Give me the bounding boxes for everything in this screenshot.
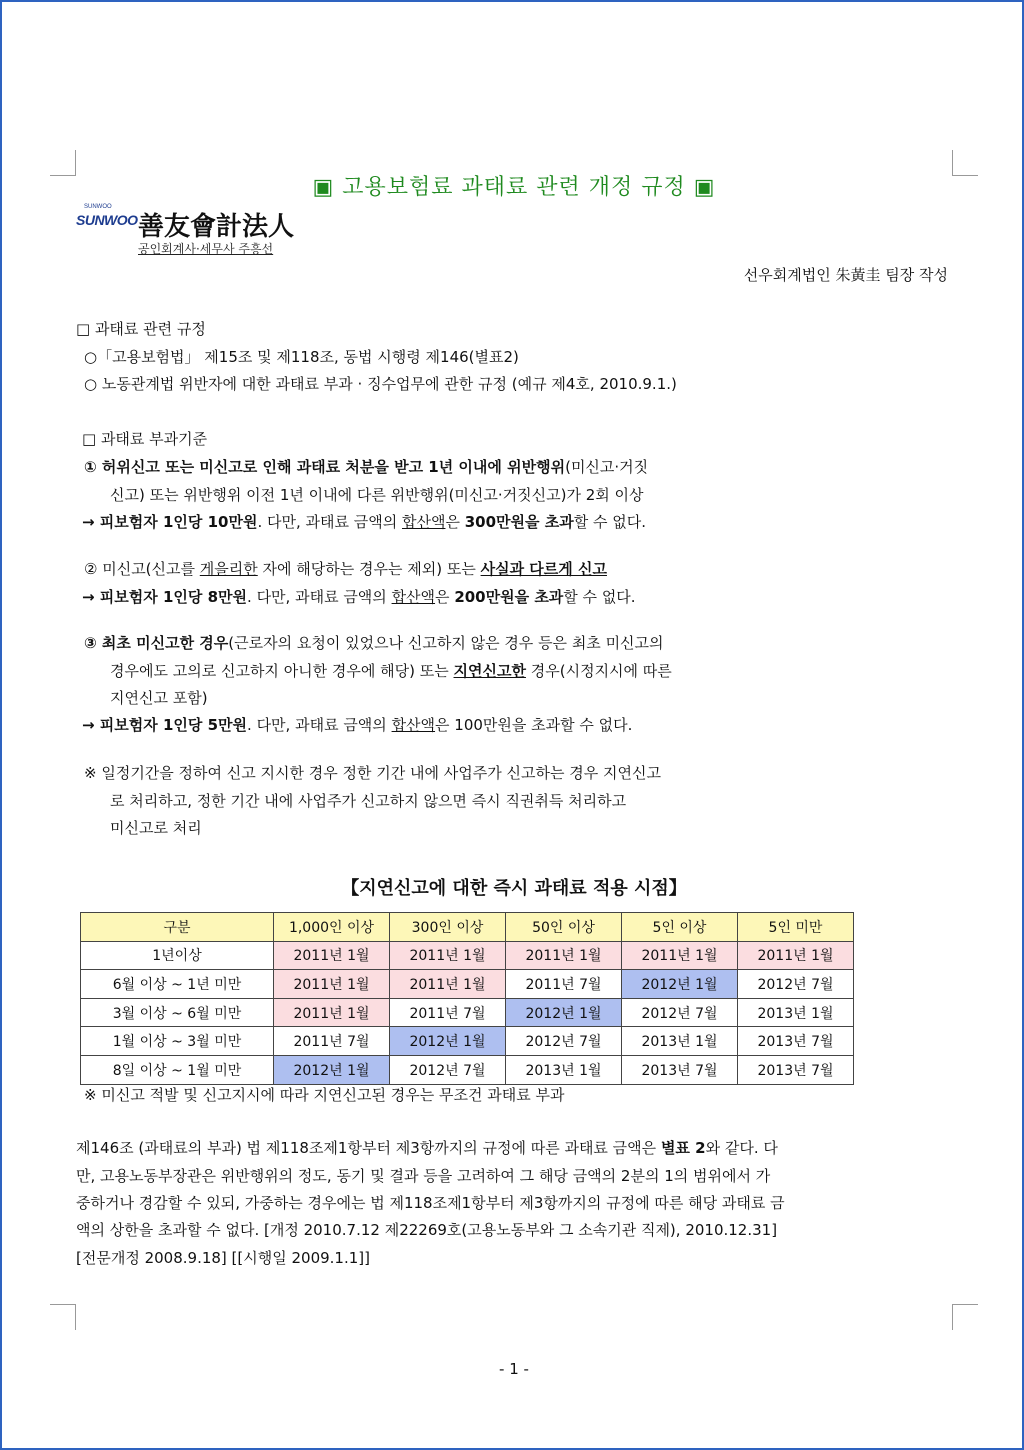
table-title: 【지연신고에 대한 즉시 과태료 적용 시점】: [341, 878, 687, 899]
criteria2-bold-underline: 사실과 다르게 신고: [480, 560, 607, 578]
table-row: [81, 1055, 854, 1084]
criteria3-line2: [110, 661, 672, 681]
criteria3-text: 경우(시정지시에 따른: [525, 662, 672, 680]
table-row: [81, 998, 854, 1027]
table-cell: 2013년 1월: [622, 1027, 738, 1056]
note-line1: ※ 일정기간을 정하여 신고 지시한 경우 정한 기간 내에 사업주가 신고하는 경우 지연신고: [84, 764, 661, 782]
table-cell: 2013년 1월: [738, 998, 854, 1027]
table-cell: 2011년 7월: [506, 970, 622, 999]
result-bold: → 피보험자 1인당 10만원: [82, 513, 258, 531]
result-bold: 300만원을 초과: [464, 513, 574, 531]
header-cell: 5인 이상: [622, 913, 738, 942]
criteria2-text: 자에 해당하는 경우는 제외) 또는: [257, 560, 481, 578]
table-row: [81, 941, 854, 970]
result-text: 은: [435, 588, 455, 606]
page-number: - 1 -: [499, 1360, 529, 1378]
table-cell: 2013년 1월: [506, 1055, 622, 1084]
penalty-timing-table: [80, 912, 854, 1085]
result-text: 할 수 없다.: [573, 513, 646, 531]
logo-english: SUNWOO: [76, 212, 138, 228]
note-line2: 로 처리하고, 정한 기간 내에 사업주가 신고하지 않으면 즉시 직권취득 처리하고: [110, 792, 627, 810]
article-line2: 만, 고용노동부장관은 위반행위의 정도, 동기 및 결과 등을 고려하여 그 해당 금액의 2분의 1의 범위에서 가: [76, 1167, 771, 1185]
row-label-cell: 8일 이상 ~ 1월 미만: [81, 1055, 274, 1084]
criteria2-line1: [84, 559, 607, 579]
criteria3-text: 경우에도 고의로 신고하지 아니한 경우에 해당) 또는: [110, 662, 454, 680]
criteria2-text: ② 미신고(신고를: [84, 560, 200, 578]
criteria3-bold-underline: 지연신고한: [453, 662, 526, 680]
header-cell: 50인 이상: [506, 913, 622, 942]
result-text: 은: [445, 513, 465, 531]
table-row: [81, 970, 854, 999]
row-label-cell: 6월 이상 ~ 1년 미만: [81, 970, 274, 999]
logo-english-small: SUNWOO: [84, 204, 112, 210]
section1-item2: ○ 노동관계법 위반자에 대한 과태료 부과 · 징수업무에 관한 규정 (예규 제4호, 2010.9.1.): [84, 375, 677, 393]
table-cell: 2012년 7월: [506, 1027, 622, 1056]
table-cell: 2013년 7월: [622, 1055, 738, 1084]
result-underline: 합산액: [391, 716, 436, 734]
row-label-cell: 1년이상: [81, 941, 274, 970]
criteria3-bold: ③ 최초 미신고한 경우: [84, 634, 229, 652]
section2-heading: □ 과태료 부과기준: [82, 430, 208, 448]
table-cell: 2011년 1월: [274, 998, 390, 1027]
table-cell: 2012년 1월: [390, 1027, 506, 1056]
table-cell: 2011년 1월: [738, 941, 854, 970]
table-cell: 2012년 7월: [390, 1055, 506, 1084]
document-title: ▣ 고용보험료 과태료 관련 개정 규정 ▣: [312, 175, 716, 200]
crop-mark-bottom-right: [952, 1304, 978, 1330]
note-line3: 미신고로 처리: [110, 819, 202, 837]
table-cell: 2011년 1월: [506, 941, 622, 970]
article-text: 와 같다. 다: [705, 1139, 778, 1157]
article-line1: [76, 1138, 778, 1158]
table-cell: 2011년 1월: [274, 941, 390, 970]
result-bold: → 피보험자 1인당 5만원: [82, 716, 248, 734]
result-underline: 합산액: [402, 513, 446, 531]
table-cell: 2011년 1월: [622, 941, 738, 970]
result-text: 할 수 없다.: [563, 588, 636, 606]
table-cell: 2011년 1월: [390, 970, 506, 999]
table-row: [81, 1027, 854, 1056]
article-text: 제146조 (과태료의 부과) 법 제118조제1항부터 제3항까지의 규정에 따른 과태료 금액은: [76, 1139, 661, 1157]
table-cell: 2011년 1월: [390, 941, 506, 970]
result-text: . 다만, 과태료 금액의: [257, 513, 402, 531]
table-cell: 2012년 7월: [738, 970, 854, 999]
section1-item1: ○「고용보험법」 제15조 및 제118조, 동법 시행령 제146(별표2): [84, 348, 519, 366]
logo-hanja: 善友會計法人: [138, 212, 295, 242]
result-bold: → 피보험자 1인당 8만원: [82, 588, 248, 606]
table-cell: 2012년 1월: [506, 998, 622, 1027]
table-header-row: [81, 913, 854, 942]
table-cell: 2011년 1월: [274, 970, 390, 999]
table-footnote: ※ 미신고 적발 및 신고지시에 따라 지연신고된 경우는 무조건 과태료 부과: [84, 1086, 565, 1104]
result-text: . 다만, 과태료 금액의: [247, 588, 392, 606]
criteria1-bold: ① 허위신고 또는 미신고로 인해 과태료 처분을 받고 1년 이내에 위반행위: [84, 458, 566, 476]
table-cell: 2011년 7월: [390, 998, 506, 1027]
table-cell: 2011년 7월: [274, 1027, 390, 1056]
result-text: . 다만, 과태료 금액의: [247, 716, 392, 734]
result-underline: 합산액: [391, 588, 436, 606]
criteria3-line3: 지연신고 포함): [110, 689, 208, 707]
article-bold: 별표 2: [660, 1139, 706, 1157]
author-line: 선우회계법인 朱黃圭 팀장 작성: [743, 266, 948, 284]
criteria3-text: (근로자의 요청이 있었으나 신고하지 않은 경우 등은 최초 미신고의: [228, 634, 664, 652]
crop-mark-bottom-left: [50, 1304, 76, 1330]
table-cell: 2012년 1월: [622, 970, 738, 999]
table-cell: 2013년 7월: [738, 1027, 854, 1056]
header-cell: 5인 미만: [738, 913, 854, 942]
row-label-cell: 1월 이상 ~ 3월 미만: [81, 1027, 274, 1056]
criteria2-underline: 게을리한: [199, 560, 258, 578]
result-text: 은 100만원을 초과할 수 없다.: [435, 716, 633, 734]
criteria1-line1: [84, 457, 648, 477]
header-cell: 1,000인 이상: [274, 913, 390, 942]
article-line4: 액의 상한을 초과할 수 없다. [개정 2010.7.12 제22269호(고용노동부와 그 소속기관 직제), 2010.12.31]: [76, 1221, 778, 1239]
section1-heading: □ 과태료 관련 규정: [76, 320, 206, 338]
criteria1-rest: (미신고·거짓: [565, 458, 649, 476]
result-bold: 200만원을 초과: [454, 588, 564, 606]
criteria1-result: [82, 512, 646, 532]
row-label-cell: 3월 이상 ~ 6월 미만: [81, 998, 274, 1027]
company-logo: [76, 204, 316, 260]
criteria1-line2: 신고) 또는 위반행위 이전 1년 이내에 다른 위반행위(미신고·거짓신고)가 2회 이상: [110, 486, 644, 504]
article-line5: [전문개정 2008.9.18] [[시행일 2009.1.1]]: [76, 1249, 370, 1267]
table-cell: 2012년 7월: [622, 998, 738, 1027]
criteria3-line1: [84, 633, 664, 653]
criteria3-result: [82, 715, 632, 735]
table-cell: 2013년 7월: [738, 1055, 854, 1084]
criteria2-result: [82, 587, 636, 607]
table-cell: 2012년 1월: [274, 1055, 390, 1084]
header-cell: 300인 이상: [390, 913, 506, 942]
header-cell: 구분: [81, 913, 274, 942]
article-line3: 중하거나 경감할 수 있되, 가중하는 경우에는 법 제118조제1항부터 제3항까지의 규정에 따른 해당 과태료 금: [76, 1194, 785, 1212]
logo-subtitle: 공인회계사·세무사 주흥선: [138, 242, 274, 256]
